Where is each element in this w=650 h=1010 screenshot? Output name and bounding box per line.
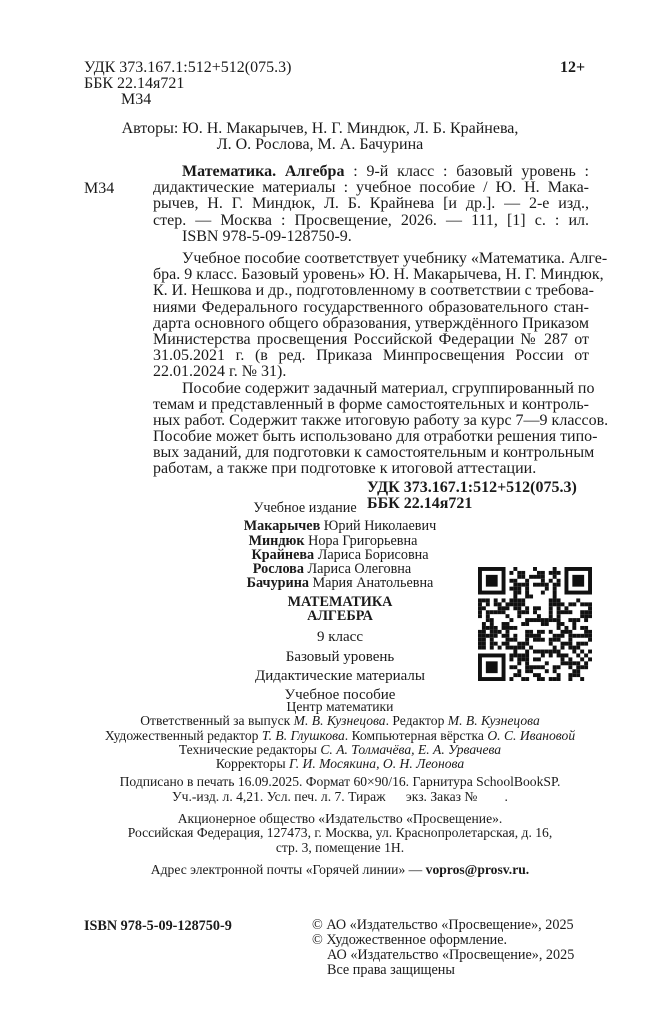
annotation-bbk: ББК 22.14я721 — [367, 494, 473, 512]
annotation-line: Учебное пособие соответствует учебнику «Математика. Алге- — [182, 250, 608, 267]
copyright-line: АО «Издательство «Просвещение», 2025 — [327, 947, 575, 963]
copyright — [312, 918, 574, 978]
biblio-record — [153, 164, 589, 245]
annotation-line: Пособие содержит задачный материал, сгруппированный по — [182, 379, 595, 397]
email-link[interactable]: vopros@prosv.ru. — [425, 861, 530, 877]
annotation-line: 22.01.2024 г. № 31). — [153, 363, 287, 381]
materials: Дидактические материалы — [255, 667, 425, 684]
book-kind: Учебное пособие — [284, 687, 396, 704]
authors — [90, 121, 550, 153]
annotation — [153, 250, 609, 512]
header-bbk: ББК 22.14я721 — [84, 75, 185, 92]
annotation-line: ных работ. Содержит также итоговую работу за курс 7—9 классов. — [153, 411, 609, 429]
annotation-line: вых заданий, для подготовки к самостоятельным и контрольным — [153, 444, 595, 462]
center-name: Центр математики — [286, 699, 394, 714]
author-name: Макарычев Юрий Николаевич — [243, 518, 437, 535]
staff-line: Технические редакторы С. А. Толмачёва, Е. А. Урвачева — [178, 741, 502, 757]
publisher-line: Акционерное общество «Издательство «Просвещение». — [177, 811, 503, 827]
title-math: МАТЕМАТИКА — [287, 593, 393, 610]
author-name: Бачурина Мария Анатольевна — [246, 575, 434, 592]
header-code: М34 — [121, 91, 152, 108]
biblio-text: : 9-й класс : базовый уровень : — [344, 163, 589, 180]
author-name: Крайнева Лариса Борисовна — [251, 546, 429, 563]
credits — [60, 700, 620, 877]
annotation-line: К. И. Нешкова и др., подготовленному в соответствии с требова- — [153, 282, 594, 300]
publisher-line: стр. 3, помещение 1Н. — [275, 839, 405, 855]
qr-code[interactable] — [478, 567, 592, 681]
biblio-isbn: ISBN 978-5-09-128750-9. — [182, 227, 352, 245]
authors-line: Авторы: Ю. Н. Макарычев, Н. Г. Миндюк, Л. Б. Крайнева, — [121, 120, 519, 137]
biblio-line: рычев, Н. Г. Миндюк, Л. Б. Крайнева [и др.]. — 2-е изд., — [153, 195, 589, 213]
biblio-code: М34 — [84, 180, 115, 197]
staff-line: Художественный редактор Т. В. Глушкова. Компьютерная вёрстка О. С. Ивановой — [104, 727, 576, 743]
grade: 9 класс — [317, 629, 363, 646]
annotation-line: темам и представленный в форме самостоятельных и контроль- — [153, 395, 589, 413]
copyright-line: Все права защищены — [327, 962, 455, 978]
annotation-line: ниями Федерального государственного образовательного стан- — [153, 298, 589, 316]
annotation-line: дарта основного общего образования, утверждённого Приказом — [153, 314, 589, 332]
title-algebra: АЛГЕБРА — [307, 608, 373, 625]
publisher-line: Российская Федерация, 127473, г. Москва, ул. Краснопролетарская, д. 16, — [127, 825, 553, 841]
annotation-line: работам, а также при подготовке к итоговой аттестации. — [153, 460, 537, 478]
print-info: Уч.-изд. л. 4,21. Усл. печ. л. 7. Тираж экз. Заказ № . — [172, 788, 508, 804]
print-info: Подписано в печать 16.09.2025. Формат 60×90/16. Гарнитура SchoolBookSP. — [119, 774, 561, 790]
staff-line: Корректоры Г. И. Мосякина, О. Н. Леонова — [215, 756, 465, 772]
annotation-line: Министерства просвещения Российской Федерации № 287 от — [153, 330, 589, 348]
level: Базовый уровень — [285, 648, 395, 665]
annotation-udk: УДК 373.167.1:512+512(075.3) — [367, 478, 577, 496]
book-title: Математика. Алгебра — [182, 163, 345, 180]
biblio-title-line — [153, 164, 589, 180]
annotation-line: бра. 9 класс. Базовый уровень» Ю. Н. Макарычева, Н. Г. Миндюк, — [153, 266, 604, 284]
footer-isbn: ISBN 978-5-09-128750-9 — [84, 918, 232, 934]
biblio-line: стер. — Москва : Просвещение, 2026. — 111, [1] с. : ил. — [153, 211, 589, 229]
annotation-line: 31.05.2021 г. (в ред. Приказа Минпросвещения России от — [153, 347, 589, 365]
staff-line: Ответственный за выпуск М. В. Кузнецова. Редактор М. В. Кузнецова — [140, 713, 540, 729]
hotline-email: Адрес электронной почты «Горячей линии» — vopros@prosv.ru. — [150, 861, 530, 877]
header-udk: УДК 373.167.1:512+512(075.3) — [84, 59, 292, 76]
author-name: Миндюк Нора Григорьевна — [248, 532, 418, 549]
author-name: Рослова Лариса Олеговна — [252, 561, 412, 578]
copyright-line: © Художественное оформление. — [312, 932, 508, 948]
authors-line: Л. О. Рослова, М. А. Бачурина — [216, 136, 424, 154]
age-rating: 12+ — [560, 59, 586, 76]
copyright-line: © АО «Издательство «Просвещение», 2025 — [312, 917, 574, 933]
edition-type: Учебное издание — [253, 500, 357, 516]
annotation-line: Пособие может быть использовано для отработки решения типо- — [153, 428, 598, 446]
biblio-line: дидактические материалы : учебное пособие / Ю. Н. Мака- — [153, 179, 589, 197]
